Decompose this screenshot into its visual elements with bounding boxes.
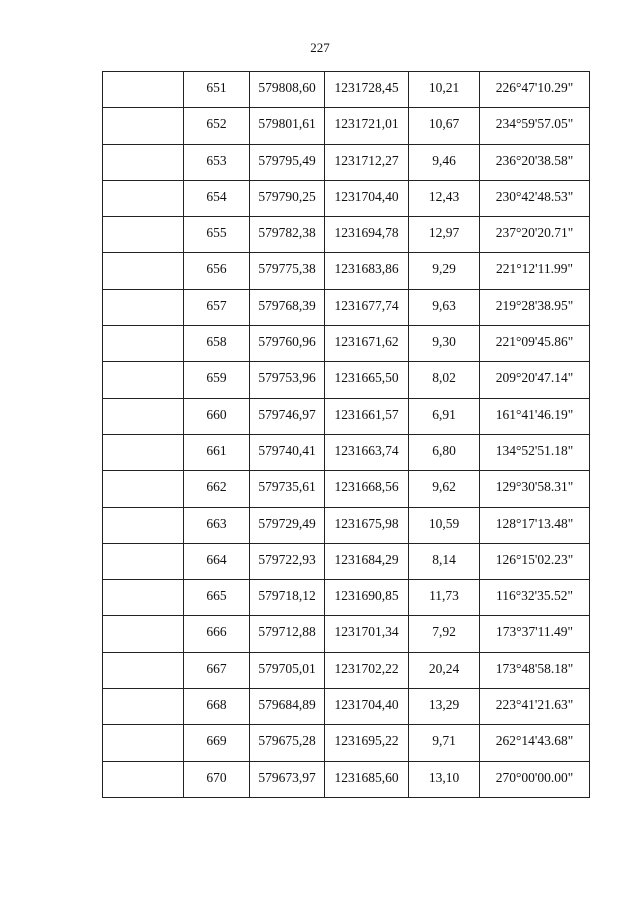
table-row	[103, 253, 590, 289]
y-coordinate-cell: 1231721,01	[325, 108, 409, 144]
y-coordinate-cell: 1231684,29	[325, 543, 409, 579]
blank-cell	[103, 362, 184, 398]
x-coordinate-cell: 579729,49	[250, 507, 325, 543]
blank-cell	[103, 289, 184, 325]
table-row	[103, 725, 590, 761]
table-body	[103, 72, 590, 798]
angle-cell: 221°12'11.99"	[480, 253, 590, 289]
x-coordinate-cell: 579675,28	[250, 725, 325, 761]
angle-cell: 230°42'48.53"	[480, 180, 590, 216]
angle-cell: 129°30'58.31"	[480, 471, 590, 507]
y-coordinate-cell: 1231712,27	[325, 144, 409, 180]
distance-cell: 9,62	[409, 471, 480, 507]
x-coordinate-cell: 579801,61	[250, 108, 325, 144]
blank-cell	[103, 253, 184, 289]
table-row	[103, 580, 590, 616]
distance-cell: 13,10	[409, 761, 480, 797]
page-number: 227	[310, 40, 330, 55]
point-number-cell: 656	[184, 253, 250, 289]
angle-cell: 226°47'10.29"	[480, 72, 590, 108]
table-row	[103, 434, 590, 470]
distance-cell: 7,92	[409, 616, 480, 652]
distance-cell: 10,21	[409, 72, 480, 108]
blank-cell	[103, 761, 184, 797]
angle-cell: 209°20'47.14"	[480, 362, 590, 398]
distance-cell: 6,91	[409, 398, 480, 434]
point-number-cell: 663	[184, 507, 250, 543]
x-coordinate-cell: 579768,39	[250, 289, 325, 325]
point-number-cell: 665	[184, 580, 250, 616]
angle-cell: 219°28'38.95"	[480, 289, 590, 325]
y-coordinate-cell: 1231694,78	[325, 217, 409, 253]
blank-cell	[103, 72, 184, 108]
x-coordinate-cell: 579775,38	[250, 253, 325, 289]
blank-cell	[103, 108, 184, 144]
y-coordinate-cell: 1231671,62	[325, 326, 409, 362]
y-coordinate-cell: 1231683,86	[325, 253, 409, 289]
table-row	[103, 652, 590, 688]
blank-cell	[103, 543, 184, 579]
distance-cell: 9,46	[409, 144, 480, 180]
distance-cell: 9,29	[409, 253, 480, 289]
x-coordinate-cell: 579718,12	[250, 580, 325, 616]
x-coordinate-cell: 579712,88	[250, 616, 325, 652]
table-row	[103, 326, 590, 362]
distance-cell: 9,63	[409, 289, 480, 325]
angle-cell: 134°52'51.18"	[480, 434, 590, 470]
point-number-cell: 664	[184, 543, 250, 579]
table-row	[103, 289, 590, 325]
point-number-cell: 652	[184, 108, 250, 144]
table-row	[103, 507, 590, 543]
point-number-cell: 660	[184, 398, 250, 434]
angle-cell: 161°41'46.19"	[480, 398, 590, 434]
distance-cell: 12,43	[409, 180, 480, 216]
angle-cell: 223°41'21.63"	[480, 689, 590, 725]
blank-cell	[103, 471, 184, 507]
point-number-cell: 655	[184, 217, 250, 253]
point-number-cell: 667	[184, 652, 250, 688]
y-coordinate-cell: 1231661,57	[325, 398, 409, 434]
table-row	[103, 471, 590, 507]
angle-cell: 173°37'11.49"	[480, 616, 590, 652]
y-coordinate-cell: 1231704,40	[325, 689, 409, 725]
distance-cell: 9,71	[409, 725, 480, 761]
point-number-cell: 662	[184, 471, 250, 507]
y-coordinate-cell: 1231695,22	[325, 725, 409, 761]
distance-cell: 11,73	[409, 580, 480, 616]
table-row	[103, 217, 590, 253]
angle-cell: 128°17'13.48"	[480, 507, 590, 543]
blank-cell	[103, 580, 184, 616]
distance-cell: 6,80	[409, 434, 480, 470]
x-coordinate-cell: 579722,93	[250, 543, 325, 579]
angle-cell: 116°32'35.52"	[480, 580, 590, 616]
x-coordinate-cell: 579782,38	[250, 217, 325, 253]
blank-cell	[103, 434, 184, 470]
x-coordinate-cell: 579684,89	[250, 689, 325, 725]
x-coordinate-cell: 579760,96	[250, 326, 325, 362]
point-number-cell: 657	[184, 289, 250, 325]
x-coordinate-cell: 579705,01	[250, 652, 325, 688]
blank-cell	[103, 144, 184, 180]
table-row	[103, 362, 590, 398]
y-coordinate-cell: 1231685,60	[325, 761, 409, 797]
table-row	[103, 144, 590, 180]
point-number-cell: 670	[184, 761, 250, 797]
point-number-cell: 666	[184, 616, 250, 652]
table-row	[103, 398, 590, 434]
point-number-cell: 659	[184, 362, 250, 398]
table-row	[103, 72, 590, 108]
y-coordinate-cell: 1231690,85	[325, 580, 409, 616]
distance-cell: 8,02	[409, 362, 480, 398]
blank-cell	[103, 507, 184, 543]
point-number-cell: 651	[184, 72, 250, 108]
distance-cell: 9,30	[409, 326, 480, 362]
blank-cell	[103, 652, 184, 688]
distance-cell: 12,97	[409, 217, 480, 253]
x-coordinate-cell: 579753,96	[250, 362, 325, 398]
blank-cell	[103, 217, 184, 253]
table-row	[103, 108, 590, 144]
y-coordinate-cell: 1231675,98	[325, 507, 409, 543]
angle-cell: 237°20'20.71"	[480, 217, 590, 253]
point-number-cell: 669	[184, 725, 250, 761]
x-coordinate-cell: 579673,97	[250, 761, 325, 797]
blank-cell	[103, 326, 184, 362]
x-coordinate-cell: 579790,25	[250, 180, 325, 216]
point-number-cell: 658	[184, 326, 250, 362]
x-coordinate-cell: 579795,49	[250, 144, 325, 180]
y-coordinate-cell: 1231704,40	[325, 180, 409, 216]
blank-cell	[103, 725, 184, 761]
point-number-cell: 668	[184, 689, 250, 725]
y-coordinate-cell: 1231663,74	[325, 434, 409, 470]
angle-cell: 270°00'00.00"	[480, 761, 590, 797]
blank-cell	[103, 180, 184, 216]
point-number-cell: 654	[184, 180, 250, 216]
blank-cell	[103, 689, 184, 725]
y-coordinate-cell: 1231677,74	[325, 289, 409, 325]
distance-cell: 13,29	[409, 689, 480, 725]
table-row	[103, 180, 590, 216]
distance-cell: 10,67	[409, 108, 480, 144]
blank-cell	[103, 398, 184, 434]
table-row	[103, 543, 590, 579]
y-coordinate-cell: 1231728,45	[325, 72, 409, 108]
angle-cell: 234°59'57.05"	[480, 108, 590, 144]
point-number-cell: 661	[184, 434, 250, 470]
table-row	[103, 761, 590, 797]
point-number-cell: 653	[184, 144, 250, 180]
y-coordinate-cell: 1231702,22	[325, 652, 409, 688]
distance-cell: 10,59	[409, 507, 480, 543]
y-coordinate-cell: 1231668,56	[325, 471, 409, 507]
distance-cell: 20,24	[409, 652, 480, 688]
table-row	[103, 689, 590, 725]
y-coordinate-cell: 1231665,50	[325, 362, 409, 398]
table-row	[103, 616, 590, 652]
distance-cell: 8,14	[409, 543, 480, 579]
x-coordinate-cell: 579746,97	[250, 398, 325, 434]
x-coordinate-cell: 579808,60	[250, 72, 325, 108]
y-coordinate-cell: 1231701,34	[325, 616, 409, 652]
blank-cell	[103, 616, 184, 652]
coordinates-table	[102, 71, 590, 798]
angle-cell: 236°20'38.58"	[480, 144, 590, 180]
x-coordinate-cell: 579735,61	[250, 471, 325, 507]
x-coordinate-cell: 579740,41	[250, 434, 325, 470]
angle-cell: 126°15'02.23"	[480, 543, 590, 579]
angle-cell: 262°14'43.68"	[480, 725, 590, 761]
angle-cell: 173°48'58.18"	[480, 652, 590, 688]
angle-cell: 221°09'45.86"	[480, 326, 590, 362]
